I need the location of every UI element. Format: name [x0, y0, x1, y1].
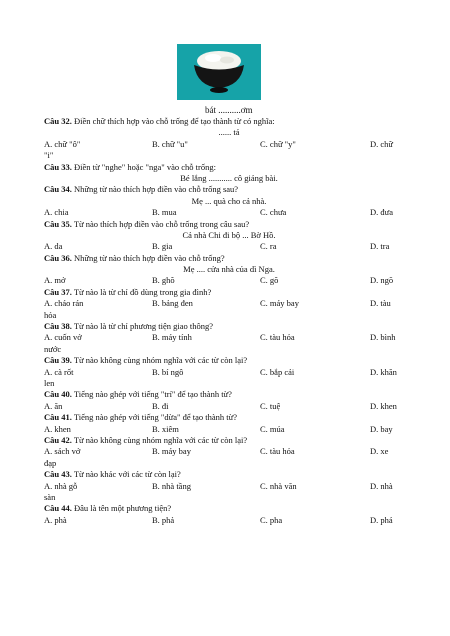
- answer-option[interactable]: C. pha: [260, 514, 283, 525]
- question-text: Tiếng nào ghép với tiếng "trí" để tạo thành từ?: [73, 389, 232, 400]
- question-block: [44, 219, 414, 253]
- question-block: [44, 389, 414, 412]
- answer-option[interactable]: D. bay: [370, 423, 393, 434]
- question-line: [44, 116, 414, 127]
- answer-option[interactable]: B. chữ "u": [152, 138, 188, 149]
- question-number: Câu 32.: [44, 116, 72, 126]
- answer-options: [44, 367, 414, 378]
- image-caption: bát ..........ơm: [205, 105, 253, 115]
- question-block: [44, 253, 414, 287]
- question-block: [44, 184, 414, 218]
- question-line: [44, 287, 414, 298]
- answer-option[interactable]: B. gia: [152, 241, 173, 252]
- question-text: Từ nào là từ chỉ phương tiện giao thông?: [73, 321, 214, 332]
- answer-option[interactable]: C. tuệ: [260, 400, 281, 411]
- question-number: Câu 33.: [44, 161, 72, 172]
- answer-option[interactable]: C. nhà văn: [260, 480, 297, 491]
- answer-options: [44, 401, 414, 412]
- answer-option[interactable]: C. bắp cải: [260, 366, 295, 377]
- answer-option[interactable]: C. tàu hỏa: [260, 332, 295, 343]
- question-number: Câu 35.: [44, 218, 72, 229]
- answer-options: [44, 139, 414, 150]
- question-number: Câu 37.: [44, 286, 72, 297]
- question-line: [44, 503, 414, 514]
- answer-option[interactable]: C. tàu hỏa: [260, 446, 295, 457]
- question-block: [44, 503, 414, 526]
- question-text: Từ nào thích hợp điền vào chỗ trống trong câu sau?: [73, 218, 250, 229]
- question-number: Câu 34.: [44, 184, 72, 195]
- answer-option[interactable]: C. máy bay: [260, 298, 299, 309]
- answer-options: [44, 207, 414, 218]
- answer-option[interactable]: B. máy bay: [152, 446, 191, 457]
- answer-options: [44, 446, 414, 457]
- answer-option[interactable]: B. bí ngô: [152, 366, 184, 377]
- question-text: Từ nào là từ chỉ đồ dùng trong gia đình?: [73, 286, 212, 297]
- answer-option[interactable]: A. sách vở: [44, 446, 81, 457]
- question-number: Câu 39.: [44, 355, 72, 366]
- rice-bowl-image: [177, 44, 261, 100]
- answer-option[interactable]: D. tra: [370, 241, 390, 252]
- answer-option[interactable]: B. đi: [152, 400, 169, 411]
- question-text: Tiếng nào ghép với tiếng "dừa" để tạo thành từ?: [73, 412, 238, 423]
- question-block: [44, 116, 414, 162]
- question-text: Điền chữ thích hợp vào chỗ trống để tạo thành từ có nghĩa:: [74, 116, 275, 126]
- answer-option[interactable]: B. ghõ: [152, 275, 175, 286]
- question-text: Từ nào khác với các từ còn lại?: [73, 469, 181, 480]
- question-text: Những từ nào thích hợp điền vào chỗ trống sau?: [74, 184, 239, 195]
- answer-options: [44, 515, 414, 526]
- question-text: Điền từ "nghe" hoặc "nga" vào chỗ trống:: [74, 161, 216, 172]
- question-number: Câu 38.: [44, 321, 72, 332]
- answer-options: [44, 424, 414, 435]
- question-prompt: ...... tả: [218, 127, 240, 138]
- answer-option[interactable]: A. cuốn vở: [44, 332, 82, 343]
- question-block: [44, 412, 414, 435]
- question-block: [44, 469, 414, 503]
- answer-option[interactable]: A. khen: [44, 423, 71, 434]
- answer-option[interactable]: D. xe: [370, 446, 389, 457]
- question-number: Câu 36.: [44, 252, 72, 263]
- answer-option[interactable]: D. chữ: [370, 138, 394, 149]
- answer-option[interactable]: D. phá: [370, 514, 393, 525]
- question-block: [44, 162, 414, 185]
- answer-option[interactable]: C. chữ "y": [260, 138, 296, 149]
- question-number: Câu 41.: [44, 412, 72, 423]
- question-line: [44, 435, 414, 446]
- answer-options: [44, 481, 414, 492]
- question-number: Câu 40.: [44, 389, 72, 400]
- question-line: [44, 355, 414, 366]
- question-prompt: Mẹ .... cửa nhà của dì Nga.: [183, 264, 275, 275]
- answer-option[interactable]: C. múa: [260, 423, 285, 434]
- answer-option[interactable]: B. bảng đen: [152, 298, 193, 309]
- answer-options: [44, 275, 414, 286]
- answer-option[interactable]: C. chưa: [260, 207, 287, 218]
- answer-option[interactable]: A. da: [44, 241, 63, 252]
- answer-option[interactable]: A. cà rốt: [44, 366, 74, 377]
- question-prompt: Cả nhà Chi đi bộ ... Bờ Hồ.: [182, 229, 276, 240]
- answer-option-continued: "i": [44, 150, 54, 161]
- question-prompt: Bé lắng ........... cô giảng bài.: [180, 172, 278, 183]
- answer-option-continued: sàn: [44, 491, 56, 502]
- answer-option[interactable]: A. cháo rán: [44, 298, 84, 309]
- answer-option[interactable]: D. bình: [370, 332, 396, 343]
- answer-option[interactable]: B. phả: [152, 514, 175, 525]
- answer-option[interactable]: A. nhà gỗ: [44, 480, 78, 491]
- answer-option[interactable]: B. mua: [152, 207, 177, 218]
- question-block: [44, 355, 414, 389]
- answer-options: [44, 332, 414, 343]
- rice-bowl-icon: [177, 44, 261, 100]
- question-line: [44, 321, 414, 332]
- answer-option[interactable]: B. xiêm: [152, 423, 179, 434]
- answer-options: [44, 298, 414, 309]
- answer-option[interactable]: A. ăn: [44, 400, 63, 411]
- question-line: [44, 219, 414, 230]
- question-line: [44, 469, 414, 480]
- answer-option[interactable]: D. khăn: [370, 366, 397, 377]
- question-line: [44, 412, 414, 423]
- question-prompt: Mẹ ... quà cho cả nhà.: [191, 195, 267, 206]
- question-line: [44, 162, 414, 173]
- question-text: Từ nào không cùng nhóm nghĩa với các từ còn lại?: [73, 434, 248, 445]
- answer-option-continued: len: [44, 377, 55, 388]
- question-line: [44, 389, 414, 400]
- question-block: [44, 321, 414, 355]
- answer-option[interactable]: A. mở: [44, 275, 66, 286]
- answer-option[interactable]: A. phà: [44, 514, 67, 525]
- answer-option[interactable]: B. máy tính: [152, 332, 192, 343]
- answer-option[interactable]: A. chữ "ô": [44, 138, 81, 149]
- question-number: Câu 44.: [44, 503, 72, 514]
- answer-option[interactable]: B. nhà tầng: [152, 480, 191, 491]
- question-text: Đâu là tên một phương tiện?: [74, 503, 172, 514]
- answer-option[interactable]: C. ra: [260, 241, 277, 252]
- question-text: Từ nào không cùng nhóm nghĩa với các từ còn lại?: [73, 355, 248, 366]
- answer-option-continued: hỏa: [44, 309, 57, 320]
- answer-option[interactable]: D. ngõ: [370, 275, 394, 286]
- answer-options: [44, 241, 414, 252]
- question-block: [44, 287, 414, 321]
- answer-option[interactable]: A. chia: [44, 207, 69, 218]
- question-number: Câu 42.: [44, 434, 72, 445]
- question-block: [44, 435, 414, 469]
- question-list: [44, 116, 414, 526]
- question-number: Câu 43.: [44, 469, 72, 480]
- answer-option-continued: nước: [44, 343, 62, 354]
- answer-option-continued: đạp: [44, 457, 57, 468]
- answer-option[interactable]: D. khen: [370, 400, 397, 411]
- answer-option[interactable]: C. gõ: [260, 275, 279, 286]
- question-line: [44, 253, 414, 264]
- answer-option[interactable]: D. tàu: [370, 298, 391, 309]
- question-text: Những từ nào thích hợp điền vào chỗ trống?: [74, 252, 225, 263]
- question-line: [44, 184, 414, 195]
- answer-option[interactable]: D. đưa: [370, 207, 394, 218]
- answer-option[interactable]: D. nhà: [370, 480, 393, 491]
